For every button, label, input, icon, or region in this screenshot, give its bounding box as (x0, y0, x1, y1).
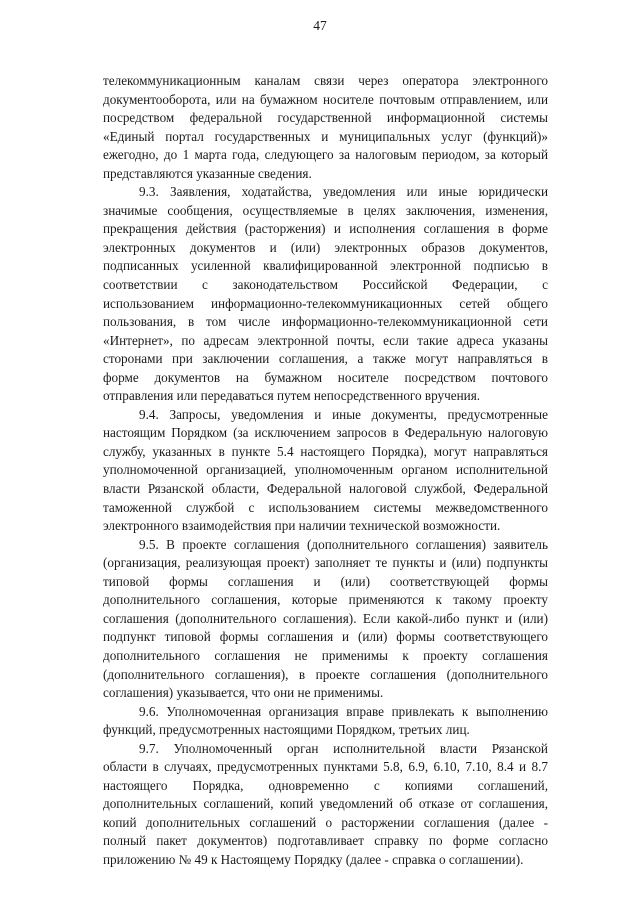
text-line: соглашения (дополнительного соглашения). Если какой-либо пункт и (или) (103, 610, 548, 626)
text-line: подписанных усиленной квалифицированной электронной подписью в (103, 258, 548, 274)
text-line: телекоммуникационным каналам связи через оператора электронного (103, 73, 548, 88)
text-line: уполномоченной организацией, уполномоченным органом исполнительной (103, 462, 548, 478)
paragraph-p-9-3 (103, 183, 548, 406)
text-line: дополнительного соглашения не применимы к проекту соглашения (103, 647, 548, 663)
page-number: 47 (313, 18, 327, 33)
text-line: подпункт типовой формы соглашения и (или) формы соответствующего (103, 629, 548, 645)
text-line: использованием информационно-телекоммуникационных сетей общего (103, 295, 548, 311)
text-line: представляются указанные сведения. (103, 165, 312, 181)
text-line: 9.5. В проекте соглашения (дополнительного соглашения) заявитель (139, 536, 548, 552)
text-line: 9.3. Заявления, ходатайства, уведомления или иные юридически (139, 184, 548, 200)
text-line: форме документов на бумажном носителе посредством почтового (103, 369, 548, 385)
paragraph-p-9-4 (103, 406, 548, 536)
paragraph-p-9-5 (103, 536, 548, 703)
text-line: 9.6. Уполномоченная организация вправе привлекать к выполнению (139, 703, 548, 719)
text-line: типовой формы соглашения и (или) соответствующей формы (103, 573, 548, 589)
text-line: соответствии с законодательством Российской Федерации, с (103, 277, 548, 293)
text-line: «Единый портал государственных и муниципальных услуг (функций)» (103, 128, 548, 144)
text-line: отправления или передаваться путем непосредственного вручения. (103, 388, 481, 404)
text-line: (организация, реализующая проект) заполняет те пункты и (или) подпункты (103, 555, 548, 571)
paragraph-p-9-6 (103, 703, 548, 740)
text-line: дополнительных соглашений, копий уведомлений об отказе от соглашения, (103, 796, 548, 812)
text-line: копий дополнительных соглашений о расторжении соглашения (далее - (103, 814, 548, 830)
text-line: дополнительного соглашения, которые применяются к такому проекту (103, 592, 548, 608)
text-line: (дополнительного соглашения), в проекте соглашения (дополнительного (103, 666, 548, 682)
text-line: соглашения) указывается, что они не применимы. (103, 685, 384, 701)
text-line: электронных документов и (или) электронных образов документов, (103, 239, 548, 255)
text-line: документооборота, или на бумажном носителе почтовым отправлением, или (103, 91, 548, 107)
text-line: посредством федеральной государственной информационной системы (103, 110, 548, 126)
text-line: 9.4. Запросы, уведомления и иные документы, предусмотренные (139, 406, 548, 422)
text-line: настоящего Порядка, одновременно с копиями соглашений, (103, 777, 548, 793)
text-line: 9.7. Уполномоченный орган исполнительной власти Рязанской (139, 740, 548, 756)
text-line: полный пакет документов) подготавливает справку по форме согласно (103, 833, 548, 849)
text-line: «Интернет», по адресам электронной почты, если такие адреса указаны (103, 332, 548, 348)
text-line: службу, указанных в пункте 5.4 настоящего Порядка), могут направляться (103, 443, 548, 459)
text-line: прекращения действия (расторжения) и исполнения соглашения в форме (103, 221, 548, 237)
text-line: таможенной службой с использованием системы межведомственного (103, 499, 548, 515)
text-line: настоящим Порядком (за исключением запросов в Федеральную налоговую (103, 425, 548, 441)
text-line: области в случаях, предусмотренных пунктами 5.8, 6.9, 6.10, 7.10, 8.4 и 8.7 (103, 759, 548, 775)
text-line: электронного взаимодействия при наличии технической возможности. (103, 518, 501, 534)
text-line: функций, предусмотренных настоящими Порядком, третьих лиц. (103, 722, 470, 738)
paragraph-p-continued (103, 72, 548, 183)
text-line: приложению № 49 к Настоящему Порядку (далее - справка о соглашении). (103, 851, 524, 867)
text-line: ежегодно, до 1 марта года, следующего за налоговым периодом, за который (103, 147, 548, 163)
text-line: пользования, в том числе информационно-телекоммуникационной сети (103, 314, 548, 330)
text-line: власти Рязанской области, Федеральной налоговой службой, Федеральной (103, 481, 548, 497)
paragraph-p-9-7 (103, 740, 548, 870)
text-line: значимые сообщения, осуществляемые в целях заключения, изменения, (103, 202, 548, 218)
text-line: сторонами при заключении соглашения, а также могут направляться в (103, 351, 548, 367)
document-body (103, 72, 548, 870)
